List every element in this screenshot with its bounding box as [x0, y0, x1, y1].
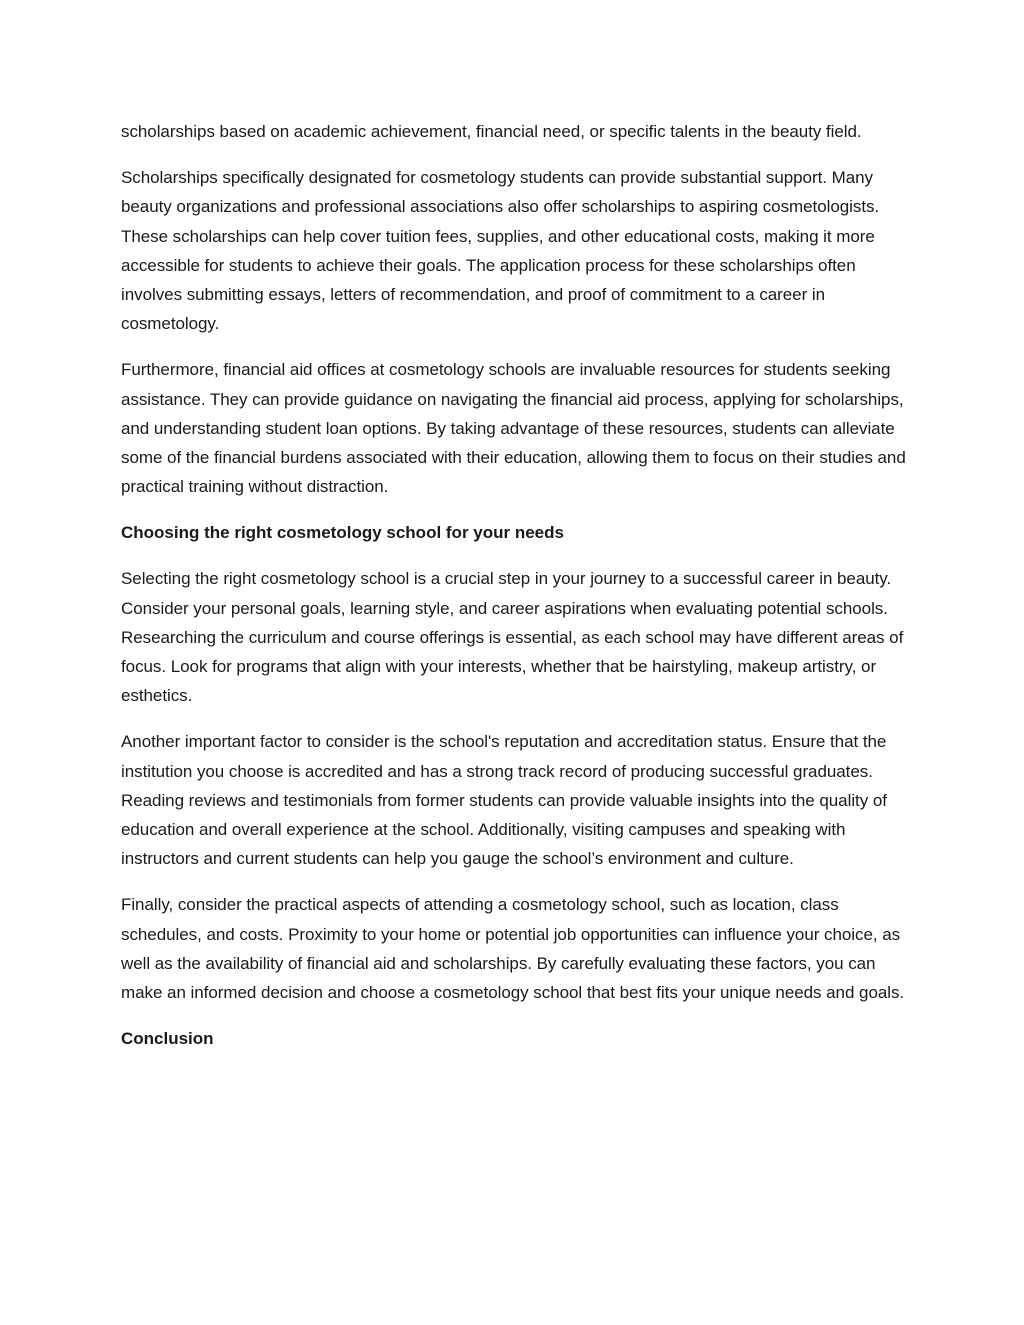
paragraph-selecting-school: Selecting the right cosmetology school is a crucial step in your journey to a successful career in beauty. Consider your personal goals, learning style, and career aspirations when evaluating potential schools. Researching the curriculum and course offerings is essential, as each school may have different areas of focus. Look for programs that align with your interests, whether that be hairstyling, makeup artistry, or esthetics. [121, 569, 904, 706]
section-heading-choosing-school: Choosing the right cosmetology school for your needs [121, 523, 564, 543]
paragraph-cosmetology-scholarships: Scholarships specifically designated for cosmetology students can provide substantial support. Many beauty organizations and professional associations also offer scholarships to aspiring cosmetologists. These scholarships can help cover tuition fees, supplies, and other educational costs, making it more accessible for students to achieve their goals. The application process for these scholarships often involves submitting essays, letters of recommendation, and proof of commitment to a career in cosmetology. [121, 168, 880, 334]
document-page [121, 117, 911, 1070]
paragraph-practical-aspects: Finally, consider the practical aspects of attending a cosmetology school, such as location, class schedules, and costs. Proximity to your home or potential job opportunities can influence your choice, as well as the availability of financial aid and scholarships. By carefully evaluating these factors, you can make an informed decision and choose a cosmetology school that best fits your unique needs and goals. [121, 895, 905, 1003]
paragraph-financial-aid-offices: Furthermore, financial aid offices at cosmetology schools are invaluable resources for students seeking assistance. They can provide guidance on navigating the financial aid process, applying for scholarships, and understanding student loan options. By taking advantage of these resources, students can alleviate some of the financial burdens associated with their education, allowing them to focus on their studies and practical training without distraction. [121, 360, 906, 497]
paragraph-reputation-accreditation: Another important factor to consider is the school's reputation and accreditation status. Ensure that the institution you choose is accredited and has a strong track record of producing successful graduates. Reading reviews and testimonials from former students can provide valuable insights into the quality of education and overall experience at the school. Additionally, visiting campuses and speaking with instructors and current students can help you gauge the school’s environment and culture. [121, 732, 887, 869]
section-heading-conclusion: Conclusion [121, 1029, 214, 1049]
paragraph-scholarships-intro: scholarships based on academic achievement, financial need, or specific talents in the beauty field. [121, 122, 862, 141]
